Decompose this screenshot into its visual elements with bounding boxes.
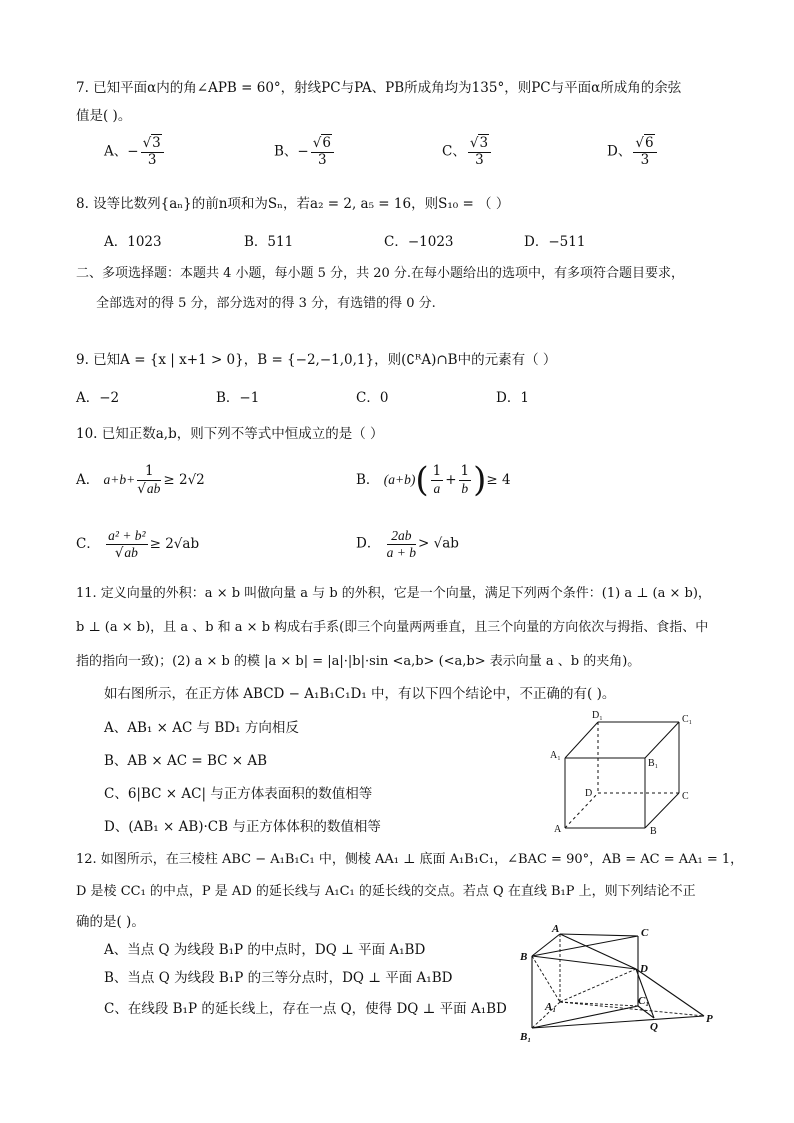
prism-label-d: D (640, 963, 648, 975)
q8-stem: 8. 设等比数列{aₙ}的前n项和为Sₙ，若a₂ = 2, a₅ = 16，则S₁₀ = （ ） (76, 196, 510, 212)
cube-label-d: D (585, 788, 593, 799)
q8-option-d: D．−511 (524, 234, 586, 250)
q11-option-c: C、6|BC × AC| 与正方体表面积的数值相等 (104, 786, 373, 802)
cube-label-b: B (650, 826, 657, 837)
q8-option-b: B．511 (244, 234, 294, 250)
q12-line1: 12. 如图所示，在三棱柱 ABC − A₁B₁C₁ 中，侧棱 AA₁ ⊥ 底面 A₁B₁C₁，∠BAC = 90°，AB = AC = AA₁ = 1， (76, 852, 744, 867)
q12-option-c: C、在线段 B₁P 的延长线上，存在一点 Q，使得 DQ ⊥ 平面 A₁BD (104, 1001, 507, 1017)
prism-label-a: A (552, 923, 560, 935)
q10-stem: 10. 已知正数a,b，则下列不等式中恒成立的是（ ） (76, 426, 384, 442)
prism-label-a1: A₁ (545, 1001, 557, 1013)
q7-option-d: D、 $\frac{√6}{3}$ (607, 136, 659, 168)
cube-label-a: A (554, 824, 562, 835)
q7-line1: 7. 已知平面α内的角∠APB = 60°，射线PC与PA、PB所成角均为135°，则PC与平面α所成角的余弦 (76, 80, 682, 96)
q7-line2: 值是( )。 (76, 108, 132, 124)
q8-option-a: A．1023 (104, 234, 162, 250)
cube-label-c: C (682, 791, 689, 802)
prism-label-q: Q (650, 1021, 658, 1033)
prism-figure (514, 920, 724, 1045)
q10-option-a: A． a+b+ $\frac{1}{√ab}$ ≥ 2√2 (76, 463, 205, 497)
prism-label-b1: B₁ (520, 1031, 532, 1043)
cube-label-a1: A₁ (550, 750, 561, 761)
q11-line3: 指的指向一致)；(2) a × b 的模 |a × b| = |a|·|b|·sin <a,b> (<a,b> 表示向量 a 、b 的夹角)。 (76, 654, 641, 669)
q10-option-c: C． $\frac{\text{a² + b²}}{√ab}$ ≥ 2√ab (76, 528, 200, 561)
q11-line2: b ⊥ (a × b)，且 a 、b 和 a × b 构成右手系(即三个向量两两垂直，且三个向量的方向依次与拇指、食指、中 (76, 620, 709, 635)
prism-label-c: C (641, 927, 649, 939)
cube-label-c1: C₁ (682, 714, 693, 725)
q12-line2: D 是棱 CC₁ 的中点，P 是 AD 的延长线与 A₁C₁ 的延长线的交点。若点 Q 在直线 B₁P 上，则下列结论不正 (76, 884, 696, 899)
q12-option-b: B、当点 Q 为线段 B₁P 的三等分点时，DQ ⊥ 平面 A₁BD (104, 970, 453, 986)
cube-label-d1: D₁ (592, 710, 603, 721)
prism-label-c1: C₁ (638, 995, 650, 1007)
q9-option-d: D．1 (496, 390, 529, 406)
q11-option-d: D、(AB₁ × AB)·CB 与正方体体积的数值相等 (104, 819, 381, 835)
section2-heading-line2: 全部选对的得 5 分，部分选对的得 3 分，有选错的得 0 分. (96, 296, 436, 311)
prism-label-p: P (706, 1013, 713, 1025)
q9-option-a: A．−2 (76, 390, 120, 406)
cube-figure (548, 708, 708, 838)
q11-option-a: A、AB₁ × AC 与 BD₁ 方向相反 (104, 720, 299, 736)
q11-line4: 如右图所示，在正方体 ABCD − A₁B₁C₁D₁ 中，有以下四个结论中，不正确的有( )。 (104, 686, 616, 702)
q9-stem: 9. 已知A = {x | x+1 > 0}，B = {−2,−1,0,1}，则(∁ᴿA)∩B中的元素有（ ） (76, 352, 557, 368)
q7-option-b: B、− $\frac{√6}{3}$ (274, 136, 336, 168)
q10-option-b: B． (a+b)( $\frac{1}{a}$ + $\frac{1}{b}$ )≥ 4 (356, 460, 511, 500)
q12-line3: 确的是( )。 (76, 914, 145, 930)
q8-option-c: C．−1023 (384, 234, 454, 250)
prism-label-b: B (520, 951, 528, 963)
q12-option-a: A、当点 Q 为线段 B₁P 的中点时，DQ ⊥ 平面 A₁BD (104, 942, 426, 958)
q11-line1: 11. 定义向量的外积：a × b 叫做向量 a 与 b 的外积，它是一个向量，满足下列两个条件：(1) a ⊥ (a × b)， (76, 586, 711, 601)
q11-option-b: B、AB × AC = BC × AB (104, 753, 268, 769)
q9-option-b: B．−1 (216, 390, 260, 406)
q9-option-c: C．0 (356, 390, 389, 406)
section2-heading: 二、多项选择题：本题共 4 小题，每小题 5 分，共 20 分.在每小题给出的选项中，有多项符合题目要求， (76, 266, 685, 281)
q10-option-d: D． $\frac{2ab}{a + b}$ > √ab (356, 528, 459, 560)
q7-option-c: C、 $\frac{√3}{3}$ (442, 136, 493, 168)
q7-option-a: A、− $\frac{√3}{3}$ (104, 136, 166, 168)
cube-label-b1: B₁ (648, 758, 659, 769)
